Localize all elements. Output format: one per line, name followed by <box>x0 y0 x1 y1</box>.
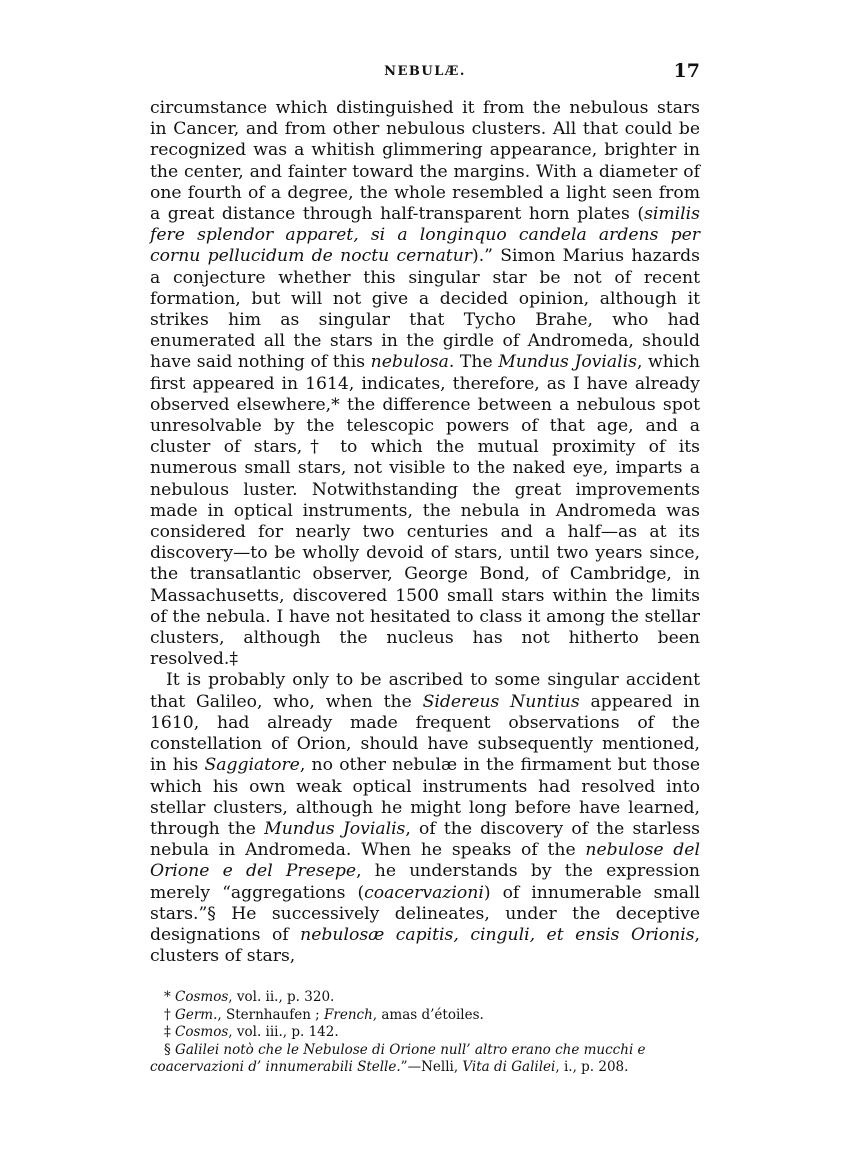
text-run: † <box>164 1006 176 1023</box>
page-header <box>150 60 700 90</box>
footnote <box>150 1007 700 1025</box>
italic-text: nebulosæ capitis, cinguli, et ensis Orionis <box>300 924 695 945</box>
text-run: , amas d’étoiles. <box>372 1006 484 1023</box>
text-run: , vol. iii., p. 142. <box>228 1024 339 1041</box>
italic-text: Cosmos <box>175 1024 229 1041</box>
body-text <box>150 98 700 967</box>
italic-text: Sidereus Nuntius <box>422 691 580 712</box>
italic-text: similis fere splendor apparet, si a longinquo candela ardens per cornu pellucidum de noctu cernatur <box>150 204 700 267</box>
paragraph <box>150 670 700 967</box>
text-run: , of the discovery of the starless nebula in Andromeda. When he speaks of the <box>150 818 700 861</box>
text-run: circumstance which distinguished it from the nebulous stars in Cancer, and from other nebulous clusters. All that could be recognized was a whitish glimmering appearance, brighter in the center, and fainter toward the margins. With a diameter of one fourth of a degree, the whole resembled a light seen from a great distance through half-transparent horn plates ( <box>150 98 700 225</box>
italic-text: Germ. <box>175 1006 218 1023</box>
footnote <box>150 1024 700 1042</box>
text-run: ‡ <box>164 1024 176 1041</box>
text-run: , he understands by the expression merely “aggregations ( <box>150 861 700 903</box>
book-page <box>150 60 700 1077</box>
italic-text: Cosmos <box>175 989 229 1006</box>
italic-text: French <box>324 1006 373 1023</box>
text-run: ”—Nelli, <box>400 1059 463 1076</box>
italic-text: Saggiatore <box>204 755 300 776</box>
text-run: , which first appeared in 1614, indicates, therefore, as I have already observed elsewhere,* the difference between a nebulous spot unresolvable by the telescopic powers of that age, and a cluster of stars,† to which the mutual proximity of its numerous small stars, not visible to the naked eye, imparts a nebulous luster. Notwithstanding the great improvements made in optical instruments, the nebula in Andromeda was considered for nearly two centuries and a half—as at its discovery—to be wholly devoid of stars, until two years since, the transatlantic observer, George Bond, of Cambridge, in Massachusetts, discovered 1500 small stars within the limits of the nebula. I have not hesitated to class it among the stellar clusters, although the nucleus has not hitherto been resolved.‡ <box>150 352 700 670</box>
text-run: It is probably only to be ascribed to some singular accident that Galileo, who, when the <box>150 670 700 712</box>
page-number: 17 <box>673 60 700 82</box>
text-run: ).” Simon Marius hazards a conjecture whether this singular star be not of recent formation, but will not give a decided opinion, although it strikes him as singular that Tycho Brahe, who had enumerated all the stars in the girdle of Andromeda, should have said nothing of this <box>150 246 700 373</box>
text-run: § <box>164 1041 176 1058</box>
text-run: , vol. ii., p. 320. <box>228 989 335 1006</box>
italic-text: coacervazioni <box>364 882 484 903</box>
footnotes <box>150 989 700 1077</box>
text-run: , no other nebulæ in the firmament but those which his own weak optical instruments had resolved into stellar clusters, although he might long before have learned, through the <box>150 755 700 839</box>
text-run: . The <box>448 352 499 373</box>
running-head: NEBULÆ. <box>384 64 466 79</box>
paragraph <box>150 98 700 670</box>
italic-text: Mundus Jovialis <box>498 352 637 373</box>
text-run: ) of innumerable small stars.”§ He successively delineates, under the deceptive designations of <box>150 882 700 945</box>
text-run: * <box>164 989 176 1006</box>
footnote <box>150 1042 700 1077</box>
italic-text: Galilei notò che le Nebulose di Orione null’ altro erano che mucchi e coacervazioni d’ innumerabili Stelle. <box>150 1041 646 1076</box>
italic-text: Vita di Galilei <box>462 1059 556 1076</box>
text-run: , Sternhaufen ; <box>217 1006 325 1023</box>
text-run: , clusters of stars, <box>150 924 700 967</box>
text-run: appeared in 1610, had already made frequent observations of the constellation of Orion, should have subsequently mentioned, in his <box>150 691 700 776</box>
text-run: , i., p. 208. <box>555 1059 629 1076</box>
footnote <box>150 989 700 1007</box>
italic-text: nebulose del Orione e del Presepe <box>150 840 700 882</box>
italic-text: nebulosa <box>370 352 449 373</box>
italic-text: Mundus Jovialis <box>264 818 406 839</box>
